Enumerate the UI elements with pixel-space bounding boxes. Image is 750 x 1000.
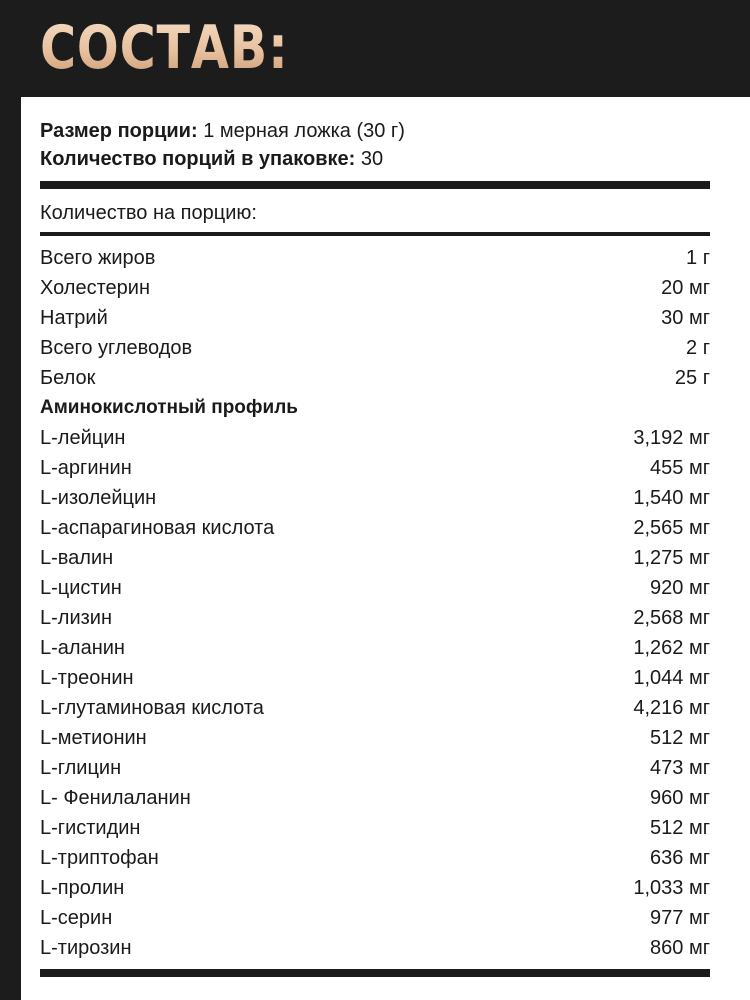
amino-row [40,903,710,933]
amino-row [40,543,710,573]
divider-bottom [40,969,710,977]
nutrient-value: 25 г [674,366,710,389]
amino-value: 4,216 мг [633,696,710,719]
nutrient-row [40,363,710,393]
amino-row [40,933,710,963]
amino-value: 920 мг [650,576,710,599]
amino-name: L-изолейцин [40,486,157,509]
servings-count-label: Количество порций в упаковке: [40,148,356,170]
nutrition-panel [21,97,750,1000]
serving-size-value: 1 мерная ложка (30 г) [197,120,405,142]
amino-row [40,633,710,663]
amino-value: 2,565 мг [633,516,710,539]
amino-name: L-метионин [40,726,147,749]
amino-row [40,603,710,633]
divider-thick [40,181,710,189]
nutrient-list [40,243,710,963]
amino-row [40,513,710,543]
amino-value: 977 мг [650,906,710,929]
amino-value: 960 мг [650,786,710,809]
nutrient-value: 2 г [686,336,710,359]
amino-row [40,693,710,723]
amino-row [40,753,710,783]
amino-value: 1,540 мг [633,486,710,509]
nutrient-row [40,303,710,333]
amino-value: 455 мг [650,456,710,479]
amino-value: 860 мг [650,936,710,959]
nutrient-value: 20 мг [661,276,710,299]
amino-name: L-аспарагиновая кислота [40,516,275,539]
amino-name: L-тирозин [40,936,132,959]
amino-row [40,723,710,753]
servings-count-line [40,145,710,173]
amino-row [40,873,710,903]
page-title: СОСТАВ: [40,13,289,83]
serving-info [40,117,710,173]
nutrient-name: Всего углеводов [40,336,193,359]
amino-value: 512 мг [650,726,710,749]
amino-name: L-треонин [40,666,134,689]
amino-name: L-пролин [40,876,125,899]
serving-size-label: Размер порции: [40,120,198,142]
amino-value: 473 мг [650,756,710,779]
amino-name: L-цистин [40,576,122,599]
nutrition-content [40,97,710,1000]
amino-name: L-лизин [40,606,113,629]
amino-name: L-серин [40,906,113,929]
serving-size-line [40,117,710,145]
nutrient-value: 1 г [686,246,710,269]
amino-name: L-лейцин [40,426,126,449]
nutrient-value: 30 мг [661,306,710,329]
amino-name: L-триптофан [40,846,159,869]
per-serving-label: Количество на порцию: [40,202,257,224]
amino-value: 1,262 мг [633,636,710,659]
amino-name: L- Фенилаланин [40,786,191,809]
divider-medium [40,232,710,236]
amino-value: 512 мг [650,816,710,839]
amino-name: L-гистидин [40,816,141,839]
nutrient-row [40,333,710,363]
amino-row [40,483,710,513]
amino-row [40,813,710,843]
amino-row [40,423,710,453]
amino-value: 636 мг [650,846,710,869]
amino-profile-heading: Аминокислотный профиль [40,397,298,418]
amino-value: 3,192 мг [633,426,710,449]
amino-name: L-аланин [40,636,125,659]
amino-row [40,783,710,813]
amino-value: 2,568 мг [633,606,710,629]
amino-name: L-глутаминовая кислота [40,696,264,719]
amino-row [40,453,710,483]
amino-row [40,573,710,603]
nutrient-name: Натрий [40,306,108,329]
nutrient-row [40,243,710,273]
amino-name: L-аргинин [40,456,132,479]
nutrient-name: Всего жиров [40,246,156,269]
amino-name: L-валин [40,546,114,569]
amino-row [40,663,710,693]
nutrient-name: Холестерин [40,276,150,299]
amino-row [40,843,710,873]
servings-count-value: 30 [355,148,384,170]
nutrient-row [40,273,710,303]
amino-name: L-глицин [40,756,122,779]
amino-value: 1,044 мг [633,666,710,689]
amino-value: 1,033 мг [633,876,710,899]
amino-value: 1,275 мг [633,546,710,569]
nutrient-name: Белок [40,366,96,389]
